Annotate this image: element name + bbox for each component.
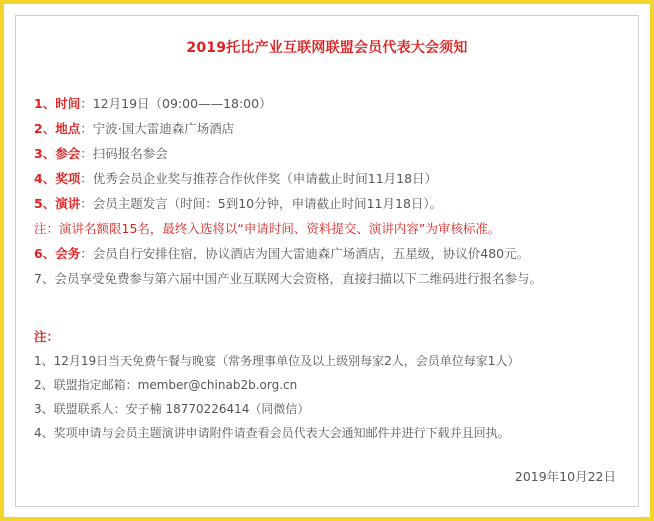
notes-section (34, 327, 624, 447)
item-number: 5、 (34, 196, 56, 211)
note-item: 4、奖项申请与会员主题演讲申请附件请查看会员代表大会通知邮件并进行下载并且回执。 (34, 426, 510, 440)
item-number: 7、 (34, 271, 55, 286)
item-key: 参会 (55, 146, 81, 161)
item-number: 6、 (34, 246, 56, 261)
note-item: 1、12月19日当天免费午餐与晚宴（常务理事单位及以上级别每家2人，会员单位每家1人） (34, 354, 520, 368)
item-value: 会员自行安排住宿，协议酒店为国大雷迪森广场酒店，五星级，协议价480元。 (92, 246, 530, 261)
item-number: 4、 (34, 171, 56, 186)
item-key: 会务 (55, 246, 81, 261)
item-key: 演讲 (55, 196, 81, 211)
item-separator: ： (80, 146, 93, 161)
item-time (34, 94, 624, 114)
item-key: 地点 (55, 121, 81, 136)
item-number: 3、 (34, 146, 56, 161)
item-awards (34, 169, 624, 189)
notice-card (15, 15, 639, 507)
notice-title: 2019托比产业互联网联盟会员代表大会须知 (186, 40, 468, 56)
note-item: 3、联盟联系人：安子楠 18770226414（同微信） (34, 402, 310, 416)
item-location (34, 119, 624, 139)
item-separator: ： (80, 246, 93, 261)
item-separator: ： (80, 196, 93, 211)
item-separator: ： (80, 121, 93, 136)
item-value: 宁波·国大雷迪森广场酒店 (92, 121, 235, 136)
item-number: 1、 (34, 96, 56, 111)
item-value: 会员主题发言（时间：5到10分钟，申请截止时间11月18日）。 (92, 196, 443, 211)
item-value: 12月19日（09:00——18:00） (92, 96, 272, 111)
notes-title: 注： (34, 329, 60, 344)
item-attend (34, 144, 624, 164)
item-value: 扫码报名参会 (92, 146, 168, 161)
item-key: 时间 (55, 96, 81, 111)
item-number: 2、 (34, 121, 56, 136)
item-key: 奖项 (55, 171, 81, 186)
item-speech (34, 194, 624, 214)
item-separator: ： (80, 171, 93, 186)
notice-date: 2019年10月22日 (514, 469, 616, 484)
item-logistics (34, 244, 624, 264)
item-conference-access (34, 269, 624, 289)
note-item: 2、联盟指定邮箱：member@chinab2b.org.cn (34, 378, 298, 392)
item-value: 会员享受免费参与第六届中国产业互联网大会资格，直接扫描以下二维码进行报名参与。 (54, 271, 542, 286)
item-separator: ： (80, 96, 93, 111)
speech-warning: 注：演讲名额限15名，最终入选将以“申请时间、资料提交、演讲内容”为审核标准。 (34, 221, 501, 236)
item-value: 优秀会员企业奖与推荐合作伙伴奖（申请截止时间11月18日） (92, 171, 438, 186)
notice-items (34, 94, 624, 294)
